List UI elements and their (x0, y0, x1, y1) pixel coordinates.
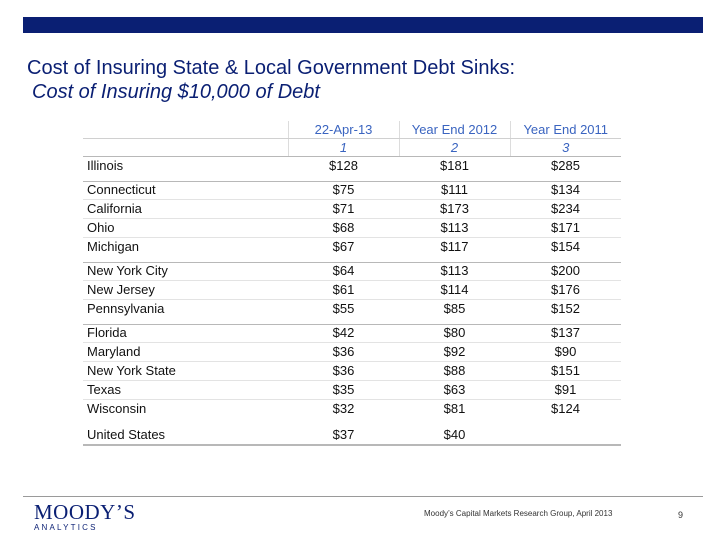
footer-source: Moody’s Capital Markets Research Group, April 2013 (424, 509, 613, 518)
value-cell: $37 (288, 422, 399, 445)
header-cell: Year End 2012 (399, 121, 510, 139)
value-cell: $35 (288, 381, 399, 400)
value-cell: $128 (288, 157, 399, 179)
value-cell: $71 (288, 200, 399, 219)
value-cell: $114 (399, 281, 510, 300)
state-name: Texas (83, 381, 288, 400)
value-cell: $176 (510, 281, 621, 300)
slide-subtitle: Cost of Insuring $10,000 of Debt (32, 81, 320, 103)
index-cell: 2 (399, 139, 510, 157)
value-cell: $285 (510, 157, 621, 179)
value-cell: $173 (399, 200, 510, 219)
index-cell: 3 (510, 139, 621, 157)
table-row (83, 343, 621, 362)
value-cell: $134 (510, 178, 621, 200)
top-accent-bar (23, 17, 703, 33)
value-cell: $85 (399, 300, 510, 322)
state-name: Wisconsin (83, 400, 288, 423)
value-cell: $171 (510, 219, 621, 238)
page-number: 9 (678, 510, 684, 520)
value-cell: $117 (399, 238, 510, 260)
table-row (83, 381, 621, 400)
value-cell: $80 (399, 321, 510, 343)
state-name: Maryland (83, 343, 288, 362)
value-cell (510, 422, 621, 445)
table-header-row (83, 121, 621, 139)
table-row (83, 178, 621, 200)
header-cell: 22-Apr-13 (288, 121, 399, 139)
moodys-analytics-logo (34, 501, 136, 533)
value-cell: $36 (288, 343, 399, 362)
table-row (83, 400, 621, 423)
table-row (83, 362, 621, 381)
table-row (83, 157, 621, 179)
value-cell: $42 (288, 321, 399, 343)
value-cell: $32 (288, 400, 399, 423)
state-name: New Jersey (83, 281, 288, 300)
value-cell: $55 (288, 300, 399, 322)
footer-divider (23, 496, 703, 497)
state-name: California (83, 200, 288, 219)
value-cell: $151 (510, 362, 621, 381)
value-cell: $154 (510, 238, 621, 260)
value-cell: $111 (399, 178, 510, 200)
value-cell: $234 (510, 200, 621, 219)
value-cell: $63 (399, 381, 510, 400)
state-name: United States (83, 422, 288, 445)
table-row (83, 281, 621, 300)
table-index-row (83, 139, 621, 157)
slide-title: Cost of Insuring State & Local Government Debt Sinks: (27, 57, 516, 79)
state-name: Illinois (83, 157, 288, 179)
value-cell: $181 (399, 157, 510, 179)
value-cell: $75 (288, 178, 399, 200)
state-name: New York State (83, 362, 288, 381)
header-cell (83, 121, 288, 139)
table-row (83, 300, 621, 322)
table-row (83, 321, 621, 343)
table-row (83, 238, 621, 260)
table-row (83, 259, 621, 281)
value-cell: $81 (399, 400, 510, 423)
value-cell: $61 (288, 281, 399, 300)
value-cell: $68 (288, 219, 399, 238)
state-name: Pennsylvania (83, 300, 288, 322)
table-row (83, 219, 621, 238)
value-cell: $91 (510, 381, 621, 400)
state-name: Florida (83, 321, 288, 343)
value-cell: $92 (399, 343, 510, 362)
value-cell: $152 (510, 300, 621, 322)
value-cell: $200 (510, 259, 621, 281)
state-name: Ohio (83, 219, 288, 238)
value-cell: $64 (288, 259, 399, 281)
logo-wordmark: MOODY’S (34, 500, 136, 524)
logo-subtext: ANALYTICS (34, 523, 98, 532)
value-cell: $124 (510, 400, 621, 423)
table-row-total (83, 422, 621, 445)
index-cell (83, 139, 288, 157)
value-cell: $88 (399, 362, 510, 381)
value-cell: $67 (288, 238, 399, 260)
state-name: Michigan (83, 238, 288, 260)
table-row (83, 200, 621, 219)
value-cell: $113 (399, 259, 510, 281)
header-cell: Year End 2011 (510, 121, 621, 139)
value-cell: $40 (399, 422, 510, 445)
state-name: New York City (83, 259, 288, 281)
value-cell: $137 (510, 321, 621, 343)
value-cell: $36 (288, 362, 399, 381)
value-cell: $90 (510, 343, 621, 362)
index-cell: 1 (288, 139, 399, 157)
insurance-cost-table (83, 121, 621, 446)
value-cell: $113 (399, 219, 510, 238)
state-name: Connecticut (83, 178, 288, 200)
